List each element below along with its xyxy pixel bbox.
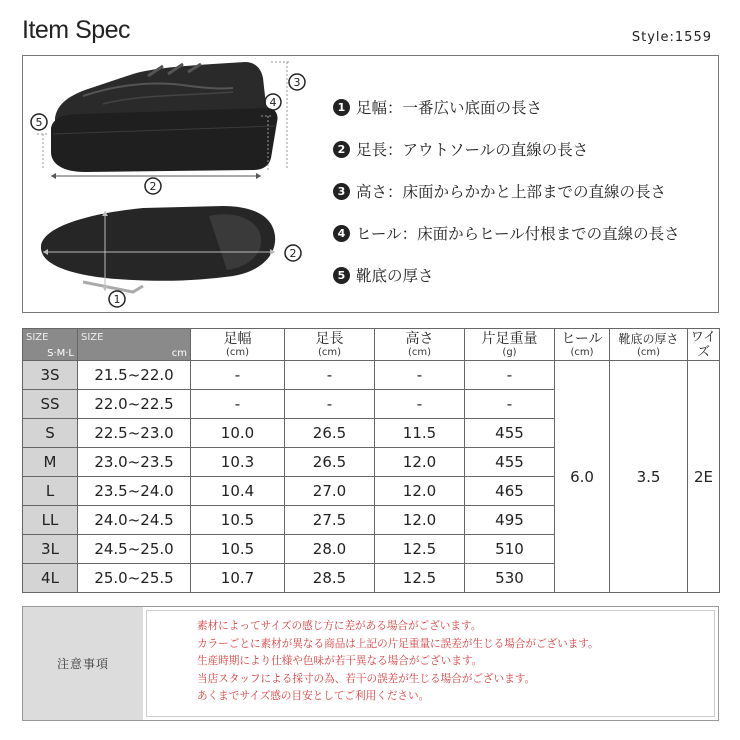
height-cell: - xyxy=(375,390,465,419)
page-title: Item Spec xyxy=(22,16,131,44)
length-cell: 26.5 xyxy=(285,448,375,477)
number-badge: 5 xyxy=(333,267,350,284)
size-label: L xyxy=(23,477,78,506)
weight-cell: 455 xyxy=(465,448,555,477)
width-cell: 10.4 xyxy=(191,477,285,506)
legend-text: 高さ：床面からかかと上部までの直線の長さ xyxy=(356,183,667,201)
legend-item xyxy=(333,254,680,296)
length-cell: 28.5 xyxy=(285,564,375,593)
weight-cell: 530 xyxy=(465,564,555,593)
wise-cell: 2E xyxy=(688,361,720,593)
measurement-legend xyxy=(333,86,680,296)
note-line: 当店スタッフによる採寸の為、若干の誤差が生じる場合がございます。 xyxy=(197,672,536,685)
badge-2-side xyxy=(145,178,161,194)
badge-4 xyxy=(265,94,281,110)
size-label: 4L xyxy=(23,564,78,593)
weight-cell: 465 xyxy=(465,477,555,506)
length-cell: - xyxy=(285,390,375,419)
weight-cell: - xyxy=(465,390,555,419)
size-corner-header: SIZE S·M·L xyxy=(23,329,78,361)
size-label: M xyxy=(23,448,78,477)
note-line: 生産時期により仕様や色味が若干異なる場合がございます。 xyxy=(197,655,483,667)
width-cell: 10.5 xyxy=(191,535,285,564)
size-cm-corner-header: SIZE cm xyxy=(78,329,191,361)
legend-text: 足幅：一番広い底面の長さ xyxy=(356,99,543,117)
note-line: あくまでサイズ感の目安としてご利用ください。 xyxy=(197,690,430,702)
width-cell: 10.0 xyxy=(191,419,285,448)
notes-box xyxy=(22,606,719,721)
legend-item xyxy=(333,86,680,128)
size-label: SS xyxy=(23,390,78,419)
column-header: ワイズ xyxy=(688,329,720,361)
size-range: 22.0~22.5 xyxy=(78,390,191,419)
weight-cell: 510 xyxy=(465,535,555,564)
svg-text:1: 1 xyxy=(113,293,121,306)
height-cell: 12.0 xyxy=(375,477,465,506)
legend-item xyxy=(333,128,680,170)
column-header: 足幅 (cm) xyxy=(191,329,285,361)
number-badge: 4 xyxy=(333,225,350,242)
column-header: ヒール (cm) xyxy=(555,329,610,361)
size-range: 22.5~23.0 xyxy=(78,419,191,448)
length-cell: 27.0 xyxy=(285,477,375,506)
size-label: LL xyxy=(23,506,78,535)
width-cell: 10.7 xyxy=(191,564,285,593)
column-header: 靴底の厚さ (cm) xyxy=(610,329,688,361)
length-cell: 27.5 xyxy=(285,506,375,535)
width-cell: 10.3 xyxy=(191,448,285,477)
number-badge: 2 xyxy=(333,141,350,158)
table-row xyxy=(23,361,720,390)
number-badge: 3 xyxy=(333,183,350,200)
size-range: 23.5~24.0 xyxy=(78,477,191,506)
badge-5 xyxy=(31,114,47,130)
svg-text:2: 2 xyxy=(289,247,297,260)
height-cell: 12.5 xyxy=(375,564,465,593)
notes-label: 注意事項 xyxy=(23,607,143,720)
number-badge: 1 xyxy=(333,99,350,116)
column-header: 片足重量 (g) xyxy=(465,329,555,361)
legend-item xyxy=(333,212,680,254)
heel-cell: 6.0 xyxy=(555,361,610,593)
svg-text:4: 4 xyxy=(269,96,277,109)
width-cell: 10.5 xyxy=(191,506,285,535)
length-cell: 28.0 xyxy=(285,535,375,564)
width-cell: - xyxy=(191,361,285,390)
badge-3 xyxy=(289,74,305,90)
notes-body xyxy=(146,610,715,717)
length-cell: 26.5 xyxy=(285,419,375,448)
legend-item xyxy=(333,170,680,212)
legend-text: 足長：アウトソールの直線の長さ xyxy=(356,141,589,159)
size-label: 3L xyxy=(23,535,78,564)
height-cell: - xyxy=(375,361,465,390)
shoe-side-view xyxy=(51,62,278,172)
height-cell: 12.0 xyxy=(375,506,465,535)
size-table xyxy=(22,328,720,593)
length-cell: - xyxy=(285,361,375,390)
width-cell: - xyxy=(191,390,285,419)
note-line: 素材によってサイズの感じ方に差がある場合がございます。 xyxy=(197,620,482,632)
size-range: 25.0~25.5 xyxy=(78,564,191,593)
height-cell: 12.0 xyxy=(375,448,465,477)
svg-text:2: 2 xyxy=(149,180,157,193)
height-cell: 12.5 xyxy=(375,535,465,564)
legend-text: 靴底の厚さ xyxy=(356,267,434,285)
size-range: 24.5~25.0 xyxy=(78,535,191,564)
style-number: Style:1559 xyxy=(631,30,712,45)
size-range: 24.0~24.5 xyxy=(78,506,191,535)
shoe-illustration xyxy=(23,56,323,314)
note-line: カラーごとに素材が異なる商品は上記の片足重量に誤差が生じる場合がございます。 xyxy=(197,637,599,650)
height-cell: 11.5 xyxy=(375,419,465,448)
badge-2-sole xyxy=(285,245,301,261)
size-range: 21.5~22.0 xyxy=(78,361,191,390)
weight-cell: 495 xyxy=(465,506,555,535)
badge-1 xyxy=(109,291,125,307)
column-header: 足長 (cm) xyxy=(285,329,375,361)
size-range: 23.0~23.5 xyxy=(78,448,191,477)
sole-cell: 3.5 xyxy=(610,361,688,593)
shoe-sole-view xyxy=(41,206,275,292)
svg-text:3: 3 xyxy=(293,76,301,89)
weight-cell: 455 xyxy=(465,419,555,448)
spec-illustration-box xyxy=(22,55,719,313)
legend-text: ヒール：床面からヒール付根までの直線の長さ xyxy=(356,225,680,243)
size-label: 3S xyxy=(23,361,78,390)
weight-cell: - xyxy=(465,361,555,390)
column-header: 高さ (cm) xyxy=(375,329,465,361)
svg-text:5: 5 xyxy=(35,116,43,129)
size-label: S xyxy=(23,419,78,448)
